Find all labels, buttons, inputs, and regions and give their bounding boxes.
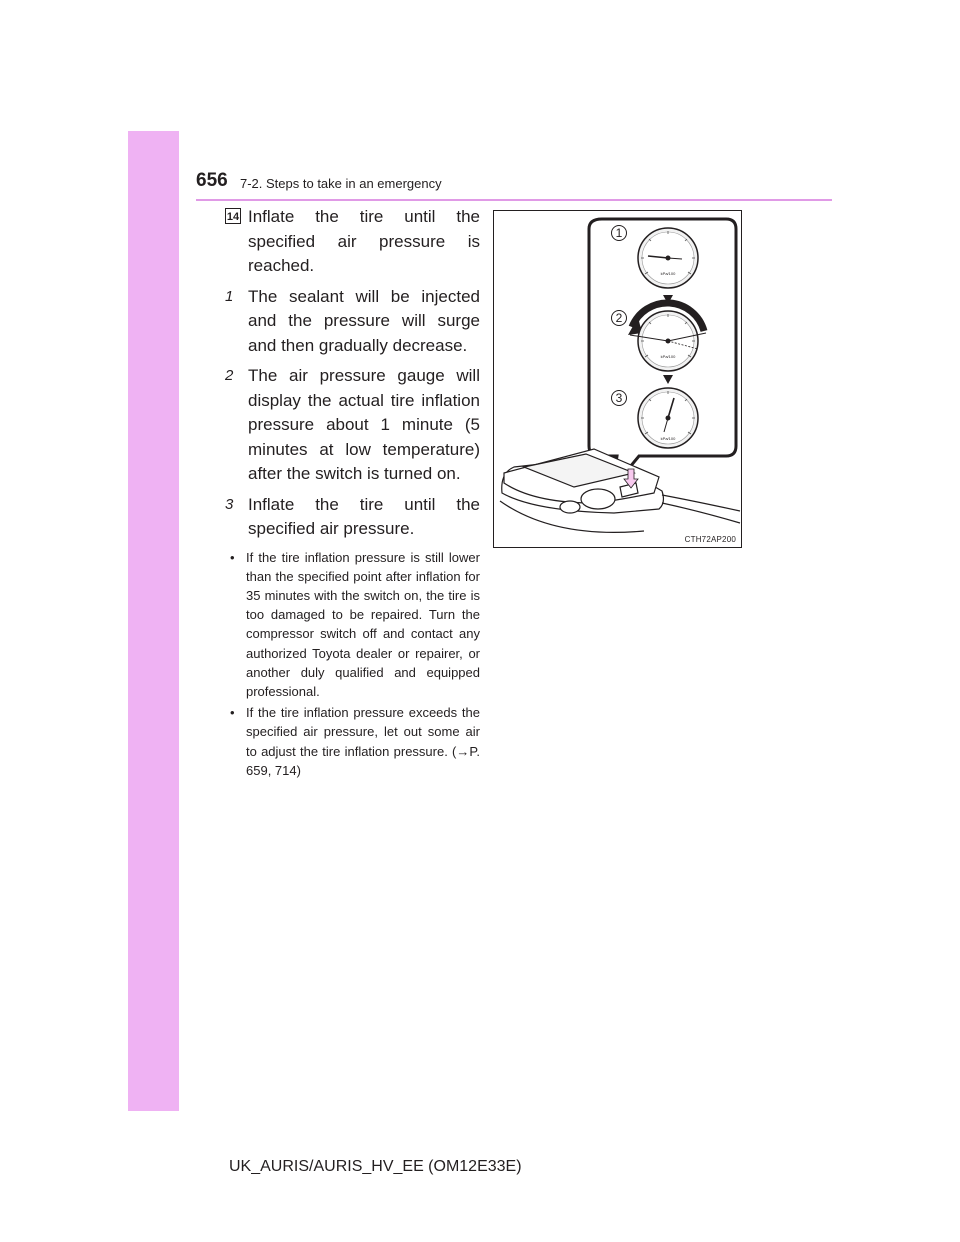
- svg-text:1: 1: [615, 226, 623, 240]
- footer-model-code: UK_AURIS/AURIS_HV_EE (OM12E33E): [229, 1158, 522, 1175]
- note-text: If the tire inflation pressure exceeds the specified air pressure, let out some air to adjust the tire inflation pressure. (→P. 659, 714): [246, 705, 480, 778]
- instruction-column: [225, 205, 480, 782]
- note-item: [225, 548, 480, 702]
- header-divider: [196, 199, 832, 201]
- svg-text:kPa/100: kPa/100: [660, 354, 676, 359]
- svg-text:2: 2: [615, 311, 623, 325]
- substep-number: 2: [225, 367, 234, 384]
- chapter-tab-band: [128, 131, 179, 1111]
- section-title: 7-2. Steps to take in an emergency: [240, 176, 442, 191]
- substep-text: The sealant will be injected and the pressure will surge and then gradually decrease.: [248, 286, 480, 355]
- bullet-dot: •: [230, 549, 235, 565]
- step-badge: 14: [225, 208, 241, 224]
- illustration-svg: [494, 211, 741, 547]
- bullet-dot: •: [230, 705, 235, 721]
- page-number: 656: [196, 170, 228, 191]
- gauge-1: [638, 228, 698, 288]
- substep-1: [225, 285, 480, 359]
- step-14: [225, 205, 480, 279]
- note-item: [225, 703, 480, 780]
- notes-list: [225, 548, 480, 780]
- substep-number: 3: [225, 495, 234, 513]
- note-text: If the tire inflation pressure is still lower than the specified point after inflation for 35 minutes with the switch on, the tire is too damaged to be repaired. Turn the compressor switch off and contact any authorized Toyota dealer or repairer, or another duly qualified and equipped professional.: [246, 549, 480, 699]
- substep-number: 1: [225, 287, 234, 305]
- step-14-text: Inflate the tire until the specified air pressure is reached.: [248, 207, 480, 275]
- svg-text:kPa/100: kPa/100: [660, 436, 676, 441]
- substep-2: [225, 364, 480, 487]
- substep-3: [225, 493, 480, 542]
- substep-text: The air pressure gauge will display the actual tire inflation pressure about 1 minute (5 minutes at low temperature) after the switch is turned on.: [248, 366, 480, 483]
- compressor-unit: [500, 449, 740, 532]
- substep-text: Inflate the tire until the specified air pressure.: [248, 494, 480, 538]
- gauge-3: [638, 388, 698, 448]
- svg-text:kPa/100: kPa/100: [660, 271, 676, 276]
- compressor-gauge-illustration: [493, 210, 742, 548]
- svg-text:3: 3: [615, 391, 623, 405]
- figure-code: CTH72AP200: [684, 535, 736, 544]
